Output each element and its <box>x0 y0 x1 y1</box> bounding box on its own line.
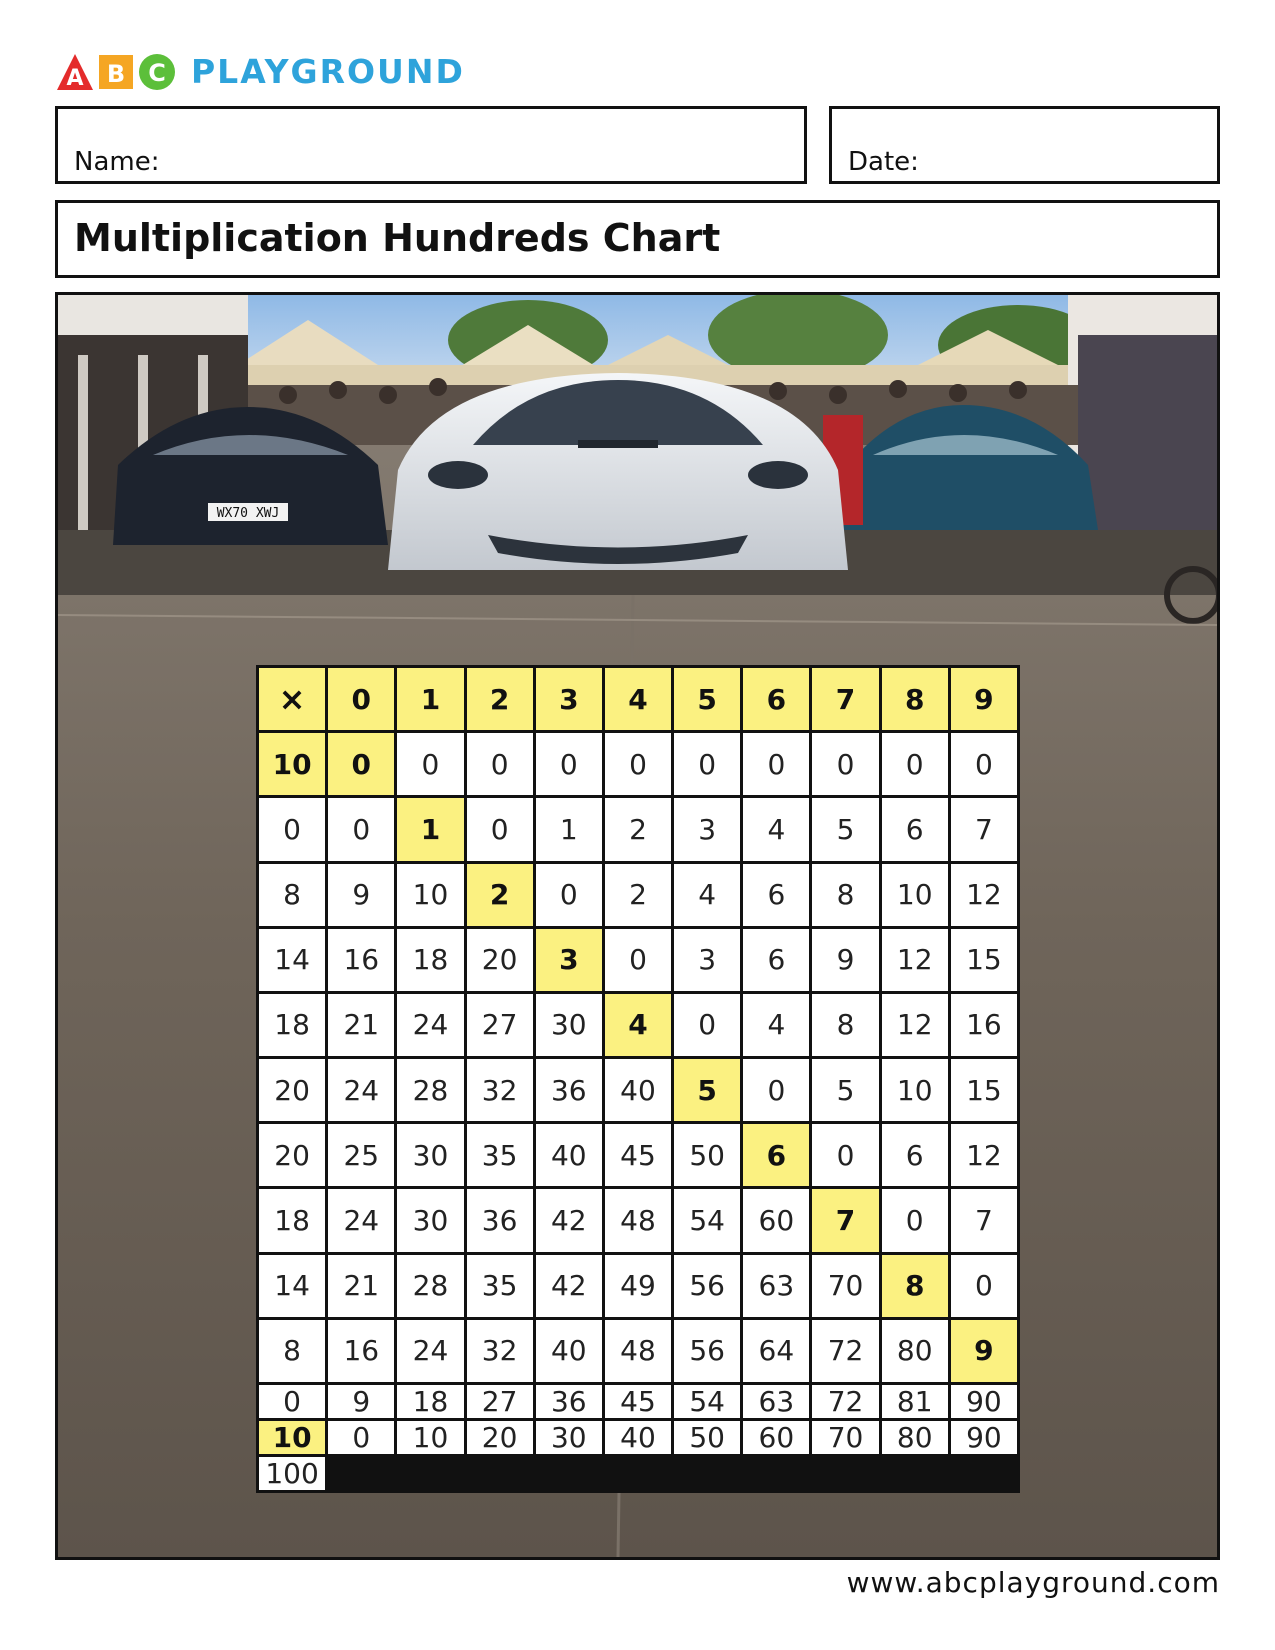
website-url[interactable]: www.abcplayground.com <box>846 1566 1220 1599</box>
brand-wordmark: PLAYGROUND <box>191 52 465 91</box>
product-cell: 9 <box>812 929 878 991</box>
product-cell: 3 <box>674 798 740 860</box>
column-header: 4 <box>605 668 671 730</box>
product-cell: 70 <box>812 1421 878 1454</box>
product-cell: 24 <box>397 994 463 1056</box>
product-cell: 20 <box>259 1059 325 1121</box>
product-cell: 32 <box>467 1320 533 1382</box>
row-header: 1 <box>397 798 463 860</box>
product-cell: 16 <box>951 994 1017 1056</box>
multiplication-table <box>256 665 1020 1493</box>
product-cell: 20 <box>259 1124 325 1186</box>
product-cell: 0 <box>259 798 325 860</box>
product-cell: 56 <box>674 1255 740 1317</box>
product-cell: 16 <box>328 929 394 991</box>
product-cell: 54 <box>674 1189 740 1251</box>
product-cell: 72 <box>812 1320 878 1382</box>
product-cell: 0 <box>467 733 533 795</box>
product-cell: 49 <box>605 1255 671 1317</box>
product-cell: 0 <box>397 733 463 795</box>
row-header: 6 <box>743 1124 809 1186</box>
name-field[interactable] <box>55 106 807 184</box>
product-cell: 0 <box>812 1124 878 1186</box>
title-box <box>55 200 1220 278</box>
product-cell: 45 <box>605 1124 671 1186</box>
product-cell: 28 <box>397 1255 463 1317</box>
product-cell: 0 <box>536 733 602 795</box>
brand-logo <box>55 52 465 92</box>
product-cell: 56 <box>674 1320 740 1382</box>
product-cell: 0 <box>951 1255 1017 1317</box>
product-cell: 27 <box>467 1385 533 1418</box>
product-cell: 9 <box>328 1385 394 1418</box>
product-cell: 18 <box>397 1385 463 1418</box>
product-cell: 35 <box>467 1124 533 1186</box>
product-cell: 36 <box>536 1059 602 1121</box>
page-title: Multiplication Hundreds Chart <box>74 216 721 260</box>
product-cell: 4 <box>743 798 809 860</box>
product-cell: 2 <box>605 864 671 926</box>
product-cell: 30 <box>536 1421 602 1454</box>
product-cell: 24 <box>328 1189 394 1251</box>
product-cell: 7 <box>951 798 1017 860</box>
product-cell: 0 <box>605 733 671 795</box>
product-cell: 30 <box>397 1124 463 1186</box>
product-cell: 15 <box>951 929 1017 991</box>
product-cell: 16 <box>328 1320 394 1382</box>
product-cell: 40 <box>605 1421 671 1454</box>
product-cell: 15 <box>951 1059 1017 1121</box>
product-cell: 0 <box>536 864 602 926</box>
product-cell: 20 <box>467 1421 533 1454</box>
product-cell: 21 <box>328 994 394 1056</box>
product-cell: 0 <box>674 994 740 1056</box>
svg-text:C: C <box>148 59 166 87</box>
product-cell: 3 <box>674 929 740 991</box>
row-header: 4 <box>605 994 671 1056</box>
column-header: 7 <box>812 668 878 730</box>
product-cell: 10 <box>882 864 948 926</box>
product-cell: 0 <box>674 733 740 795</box>
product-cell: 10 <box>397 1421 463 1454</box>
column-header: 3 <box>536 668 602 730</box>
column-header: 0 <box>328 668 394 730</box>
product-cell: 5 <box>812 798 878 860</box>
product-cell: 6 <box>743 864 809 926</box>
column-header: 2 <box>467 668 533 730</box>
product-cell: 48 <box>605 1320 671 1382</box>
product-cell: 18 <box>259 1189 325 1251</box>
product-cell: 50 <box>674 1124 740 1186</box>
product-cell: 48 <box>605 1189 671 1251</box>
product-cell: 50 <box>674 1421 740 1454</box>
product-cell: 36 <box>467 1189 533 1251</box>
svg-text:A: A <box>66 66 84 91</box>
product-cell: 45 <box>605 1385 671 1418</box>
product-cell: 4 <box>743 994 809 1056</box>
column-header: 8 <box>882 668 948 730</box>
product-cell: 0 <box>882 1189 948 1251</box>
product-cell: 36 <box>536 1385 602 1418</box>
product-cell: 27 <box>467 994 533 1056</box>
row-header: 0 <box>328 733 394 795</box>
product-cell: 40 <box>536 1320 602 1382</box>
product-cell: 14 <box>259 1255 325 1317</box>
product-cell: 6 <box>882 1124 948 1186</box>
product-cell: 35 <box>467 1255 533 1317</box>
product-cell: 6 <box>743 929 809 991</box>
product-cell: 80 <box>882 1421 948 1454</box>
product-cell: 25 <box>328 1124 394 1186</box>
product-cell: 40 <box>536 1124 602 1186</box>
product-cell: 32 <box>467 1059 533 1121</box>
date-field[interactable] <box>829 106 1220 184</box>
product-cell: 0 <box>467 798 533 860</box>
product-cell: 30 <box>397 1189 463 1251</box>
product-cell: 4 <box>674 864 740 926</box>
product-cell: 9 <box>328 864 394 926</box>
product-cell: 63 <box>743 1255 809 1317</box>
product-cell: 30 <box>536 994 602 1056</box>
product-cell: 40 <box>605 1059 671 1121</box>
product-cell: 10 <box>882 1059 948 1121</box>
row-header: 9 <box>951 1320 1017 1382</box>
product-cell: 0 <box>605 929 671 991</box>
product-cell: 7 <box>951 1189 1017 1251</box>
product-cell: 81 <box>882 1385 948 1418</box>
svg-text:B: B <box>106 60 126 88</box>
column-header: 1 <box>397 668 463 730</box>
product-cell: 42 <box>536 1255 602 1317</box>
column-header: 10 <box>259 733 325 795</box>
product-cell: 6 <box>882 798 948 860</box>
product-cell: 0 <box>743 733 809 795</box>
column-header: 6 <box>743 668 809 730</box>
row-header: 10 <box>259 1421 325 1454</box>
svg-text:WX70 XWJ: WX70 XWJ <box>216 506 280 521</box>
product-cell: 5 <box>812 1059 878 1121</box>
product-cell: 14 <box>259 929 325 991</box>
name-label: Name: <box>74 147 160 177</box>
product-cell: 8 <box>812 994 878 1056</box>
product-cell: 12 <box>951 1124 1017 1186</box>
product-cell: 90 <box>951 1421 1017 1454</box>
product-cell: 24 <box>328 1059 394 1121</box>
product-cell: 1 <box>536 798 602 860</box>
product-cell: 0 <box>259 1385 325 1418</box>
product-cell: 54 <box>674 1385 740 1418</box>
product-cell: 0 <box>812 733 878 795</box>
column-header: 9 <box>951 668 1017 730</box>
product-cell: 42 <box>536 1189 602 1251</box>
date-label: Date: <box>848 147 919 177</box>
product-cell: 12 <box>951 864 1017 926</box>
product-cell: 70 <box>812 1255 878 1317</box>
multiply-icon: × <box>259 668 325 730</box>
product-cell: 0 <box>882 733 948 795</box>
product-cell: 20 <box>467 929 533 991</box>
product-cell: 64 <box>743 1320 809 1382</box>
product-cell: 0 <box>951 733 1017 795</box>
product-cell: 60 <box>743 1421 809 1454</box>
product-cell: 18 <box>259 994 325 1056</box>
product-cell: 10 <box>397 864 463 926</box>
product-cell: 60 <box>743 1189 809 1251</box>
row-header: 7 <box>812 1189 878 1251</box>
product-cell: 8 <box>812 864 878 926</box>
product-cell: 0 <box>328 798 394 860</box>
product-cell: 18 <box>397 929 463 991</box>
product-cell: 21 <box>328 1255 394 1317</box>
product-cell: 80 <box>882 1320 948 1382</box>
product-cell: 28 <box>397 1059 463 1121</box>
product-cell: 100 <box>259 1457 325 1490</box>
product-cell: 90 <box>951 1385 1017 1418</box>
abc-logo-icon <box>55 52 185 92</box>
column-header: 5 <box>674 668 740 730</box>
row-header: 2 <box>467 864 533 926</box>
row-header: 8 <box>882 1255 948 1317</box>
row-header: 3 <box>536 929 602 991</box>
product-cell: 63 <box>743 1385 809 1418</box>
product-cell: 72 <box>812 1385 878 1418</box>
product-cell: 12 <box>882 929 948 991</box>
product-cell: 24 <box>397 1320 463 1382</box>
product-cell: 2 <box>605 798 671 860</box>
product-cell: 8 <box>259 864 325 926</box>
product-cell: 0 <box>328 1421 394 1454</box>
product-cell: 12 <box>882 994 948 1056</box>
row-header: 5 <box>674 1059 740 1121</box>
product-cell: 0 <box>743 1059 809 1121</box>
product-cell: 8 <box>259 1320 325 1382</box>
